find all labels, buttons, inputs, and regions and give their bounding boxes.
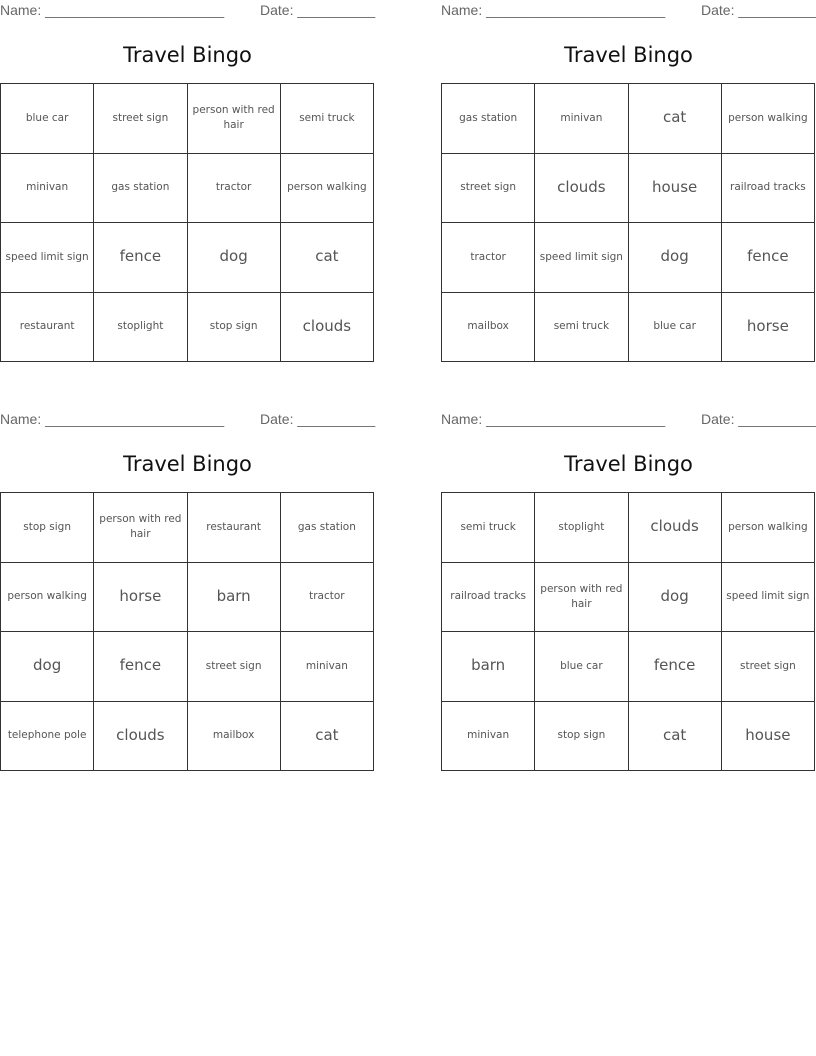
bingo-cell: clouds [535,153,628,223]
bingo-cell: person with red hair [535,562,628,632]
bingo-cell: person walking [280,153,373,223]
bingo-cell: railroad tracks [442,562,535,632]
bingo-cell: fence [628,632,721,702]
bingo-cell: mailbox [187,701,280,771]
bingo-cell: blue car [535,632,628,702]
bingo-cell: person walking [721,493,814,563]
bingo-cell: stoplight [535,493,628,563]
card-header [441,0,816,22]
card-header [441,409,816,431]
bingo-row [442,223,815,293]
date-field-label: Date: __________ [701,411,816,427]
bingo-cell: speed limit sign [1,223,94,293]
bingo-row [442,562,815,632]
bingo-card-3 [0,409,376,744]
bingo-cell: stop sign [1,493,94,563]
bingo-cell: speed limit sign [535,223,628,293]
bingo-cell: blue car [1,84,94,154]
bingo-row [1,84,374,154]
bingo-cell: mailbox [442,292,535,362]
bingo-cell: minivan [1,153,94,223]
bingo-row [1,223,374,293]
bingo-cell: semi truck [535,292,628,362]
bingo-grid [441,492,815,771]
bingo-cell: minivan [535,84,628,154]
date-field-label: Date: __________ [260,411,376,427]
bingo-cell: person walking [1,562,94,632]
bingo-cell: minivan [280,632,373,702]
bingo-cell: stop sign [187,292,280,362]
date-field-label: Date: __________ [701,2,816,18]
bingo-row [1,292,374,362]
card-title: Travel Bingo [564,43,693,67]
bingo-cell: fence [94,223,187,293]
bingo-cell: house [628,153,721,223]
bingo-cell: blue car [628,292,721,362]
bingo-cell: horse [721,292,814,362]
bingo-cell: street sign [721,632,814,702]
bingo-cell: street sign [187,632,280,702]
bingo-row [1,493,374,563]
date-field-label: Date: __________ [260,2,376,18]
bingo-card-2 [441,0,816,335]
bingo-cell: tractor [280,562,373,632]
name-field-label: Name: _______________________ [0,411,225,427]
bingo-grid [441,83,815,362]
bingo-row [442,292,815,362]
name-field-label: Name: _______________________ [441,2,666,18]
bingo-cell: restaurant [1,292,94,362]
bingo-row [1,701,374,771]
bingo-cell: dog [628,562,721,632]
bingo-row [442,493,815,563]
bingo-cell: clouds [628,493,721,563]
bingo-cell: clouds [94,701,187,771]
name-field-label: Name: _______________________ [441,411,666,427]
bingo-cell: dog [1,632,94,702]
bingo-cell: person walking [721,84,814,154]
bingo-cell: cat [280,223,373,293]
bingo-cell: gas station [442,84,535,154]
bingo-cell: semi truck [442,493,535,563]
name-field-label: Name: _______________________ [0,2,225,18]
bingo-cell: horse [94,562,187,632]
bingo-card-4 [441,409,816,744]
bingo-cell: telephone pole [1,701,94,771]
bingo-grid [0,83,374,362]
bingo-cell: stoplight [94,292,187,362]
bingo-cell: street sign [94,84,187,154]
bingo-cell: cat [628,84,721,154]
bingo-card-1 [0,0,376,335]
bingo-cell: cat [280,701,373,771]
bingo-cell: barn [442,632,535,702]
bingo-cell: semi truck [280,84,373,154]
bingo-row [442,153,815,223]
bingo-cell: clouds [280,292,373,362]
bingo-cell: cat [628,701,721,771]
bingo-cell: fence [94,632,187,702]
bingo-cell: dog [187,223,280,293]
bingo-cell: gas station [280,493,373,563]
bingo-cell: minivan [442,701,535,771]
bingo-cell: dog [628,223,721,293]
card-title: Travel Bingo [123,43,252,67]
bingo-cell: person with red hair [187,84,280,154]
card-title: Travel Bingo [564,452,693,476]
card-header [0,0,375,22]
bingo-cell: speed limit sign [721,562,814,632]
bingo-grid [0,492,374,771]
bingo-cell: house [721,701,814,771]
bingo-cell: stop sign [535,701,628,771]
bingo-row [442,632,815,702]
bingo-cell: tractor [442,223,535,293]
bingo-cell: fence [721,223,814,293]
bingo-row [1,632,374,702]
card-header [0,409,375,431]
bingo-cell: tractor [187,153,280,223]
bingo-cell: street sign [442,153,535,223]
bingo-row [442,84,815,154]
card-title: Travel Bingo [123,452,252,476]
bingo-cell: railroad tracks [721,153,814,223]
bingo-row [1,153,374,223]
bingo-cell: person with red hair [94,493,187,563]
bingo-cell: restaurant [187,493,280,563]
bingo-row [442,701,815,771]
bingo-cell: barn [187,562,280,632]
bingo-row [1,562,374,632]
bingo-cell: gas station [94,153,187,223]
